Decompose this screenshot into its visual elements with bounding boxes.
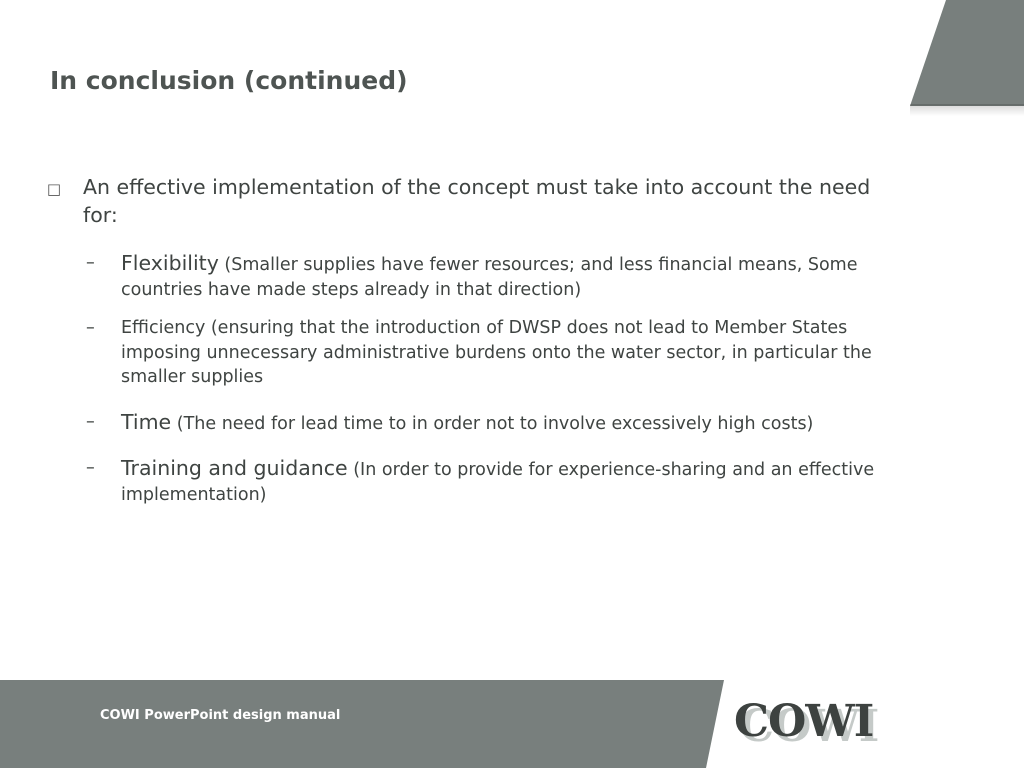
slide-body xyxy=(46,173,876,507)
footer-caption: COWI PowerPoint design manual xyxy=(100,708,341,723)
sub-bullet-time xyxy=(46,410,876,437)
cowi-logo: COWI xyxy=(734,696,874,747)
sub-bullet-note: (In order to provide for experience-sharing and an effective implementation) xyxy=(121,460,875,505)
corner-tab-shadow xyxy=(910,104,1024,116)
dash-marker: – xyxy=(86,458,95,478)
sub-bullet-lead: Training and guidance xyxy=(121,456,348,480)
square-bullet-icon: □ xyxy=(46,180,62,198)
sub-bullet-lead: Time xyxy=(121,409,172,434)
main-point-text: An effective implementation of the concept must take into account the need for: xyxy=(83,175,871,227)
main-bullet-point xyxy=(46,173,876,229)
sub-bullet-lead: Flexibility xyxy=(121,251,219,275)
sub-bullet-training xyxy=(46,456,876,507)
dash-marker: – xyxy=(86,411,95,432)
slide-title: In conclusion (continued) xyxy=(50,66,408,95)
footer-band xyxy=(0,680,724,768)
sub-bullet-efficiency xyxy=(46,316,876,390)
corner-tab-decoration xyxy=(910,0,1024,106)
sub-bullet-note: (Smaller supplies have fewer resources; and less financial means, Some countries have made steps already in that direction) xyxy=(121,255,858,300)
sub-bullet-text: Efficiency (ensuring that the introduction of DWSP does not lead to Member States imposing unnecessary administrative burdens onto the water sector, in particular the smaller supplies xyxy=(121,318,872,387)
dash-marker: – xyxy=(86,318,95,338)
sub-bullet-note: (The need for lead time to in order not to involve excessively high costs) xyxy=(176,413,814,434)
sub-bullet-flexibility xyxy=(46,251,876,302)
dash-marker: – xyxy=(86,253,95,273)
